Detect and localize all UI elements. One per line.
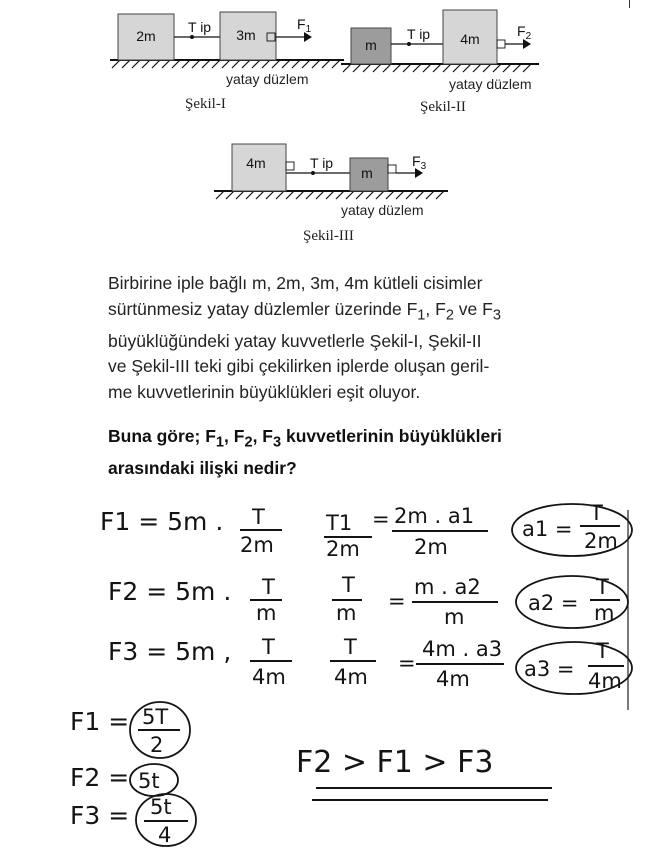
hw-fraction-num: 5T — [142, 705, 169, 729]
block-3m-label: 3m — [236, 27, 256, 43]
figure-2-caption: Şekil-II — [420, 99, 466, 115]
ground-hatching — [112, 60, 340, 68]
problem-line: sürtünmesiz yatay düzlemler üzerinde $F_1$, $F_2$ ve $F_3$ — [108, 298, 501, 323]
handwritten-solution — [0, 490, 658, 859]
plane-label: yatay düzlem — [226, 71, 309, 87]
margin-tick — [629, 0, 630, 8]
figure-1-caption: Şekil-I — [185, 96, 226, 112]
hw-equals-sign: = — [388, 589, 406, 613]
force-label: $F_3$ — [412, 153, 427, 172]
question-line: Buna göre; $F_1$, $F_2$, $F_3$ kuvvetlerinin büyüklükleri — [108, 426, 502, 451]
hw-f2-expression: F2 = 5m . — [108, 577, 232, 606]
hw-fraction-den: 4m — [436, 667, 470, 691]
right-angle-marker — [497, 40, 505, 48]
block-4m-label: 4m — [460, 31, 480, 47]
hw-fraction-den: 4m — [588, 669, 622, 693]
hw-final-answer: F2 > F1 > F3 — [296, 745, 494, 780]
hw-a2: a2 = — [528, 591, 579, 615]
rope-label: T ip — [188, 19, 212, 35]
hw-fraction-den: 2m — [584, 529, 618, 553]
hw-f1-expression: F1 = 5m . — [100, 507, 224, 536]
rope-dot — [311, 171, 315, 175]
rope-label: T ip — [407, 26, 431, 42]
rope-dot — [407, 42, 411, 46]
hw-fraction-num: 5t — [150, 795, 172, 819]
hw-fraction-den: m — [336, 601, 357, 625]
hw-equals-sign: = — [372, 507, 390, 531]
hw-fraction-den: 4m — [252, 665, 286, 689]
rope-label: T ip — [310, 155, 334, 171]
hw-f2-result: F2 = — [70, 763, 130, 792]
hw-fraction-num: T — [596, 639, 609, 663]
problem-line: ve Şekil-III teki gibi çekilirken iplerde oluşan geril- — [108, 356, 490, 376]
hw-f3-result: F3 = — [70, 801, 130, 830]
figure-3-caption: Şekil-III — [303, 228, 354, 244]
hw-fraction-num: m . a2 — [414, 575, 481, 599]
problem-line: me kuvvetlerinin büyüklükleri eşit oluyor. — [108, 381, 421, 402]
hw-t1: T1 — [326, 511, 353, 535]
figure-2-diagram — [339, 8, 549, 78]
block-m-label: m — [361, 165, 373, 181]
problem-line: büyüklüğündeki yatay kuvvetlerle Şekil-I, Şekil-II — [108, 330, 482, 351]
hw-f3-expression: F3 = 5m , — [108, 637, 232, 666]
block-4m-label: 4m — [246, 155, 266, 171]
rope-dot — [190, 35, 194, 39]
hw-fraction-den: 2m — [240, 533, 274, 557]
hw-fraction-den: m — [256, 601, 277, 625]
problem-line: Birbirine iple bağlı m, 2m, 3m, 4m kütleli cisimler — [108, 273, 483, 293]
hw-fraction-den: m — [594, 601, 615, 625]
hw-fraction-num: T — [252, 505, 265, 529]
hw-a1: a1 = — [522, 517, 573, 541]
hw-fraction-den: 4m — [334, 665, 368, 689]
hw-equals-sign: = — [398, 651, 416, 675]
plane-label: yatay düzlem — [341, 202, 424, 218]
hw-fraction-num: T — [596, 575, 609, 599]
plane-label: yatay düzlem — [449, 76, 532, 92]
hw-fraction-den: 2 — [150, 733, 164, 757]
block-m-label: m — [365, 37, 377, 53]
right-angle-marker — [286, 162, 294, 170]
hw-fraction-num: 4m . a3 — [422, 637, 503, 661]
hw-fraction-num: T — [344, 635, 357, 659]
hw-result2-value: 5t — [138, 769, 160, 793]
hw-fraction-den: 2m — [414, 535, 448, 559]
hw-fraction-num: 2m . a1 — [394, 504, 475, 528]
hw-f1-result: F1 = — [70, 707, 130, 736]
hw-fraction-num: T — [262, 635, 275, 659]
question — [108, 424, 544, 481]
right-angle-marker — [388, 165, 396, 173]
force-label: $F_2$ — [517, 23, 532, 42]
ground-hatching — [216, 191, 444, 199]
block-2m-label: 2m — [136, 28, 156, 44]
ground-hatching — [343, 64, 531, 72]
hw-fraction-den: 2m — [326, 537, 360, 561]
hw-a3: a3 = — [524, 657, 575, 681]
hw-fraction-num: T — [590, 501, 603, 525]
hw-fraction-num: T — [262, 575, 275, 599]
hw-fraction-den: m — [444, 605, 465, 629]
problem-statement — [108, 271, 544, 405]
force-label: $F_1$ — [297, 16, 312, 35]
hw-fraction-den: 4 — [158, 823, 172, 847]
figure-3-diagram — [212, 140, 452, 206]
question-line: arasındaki ilişki nedir? — [108, 457, 297, 478]
hw-fraction-num: T — [342, 573, 355, 597]
figure-1-diagram — [108, 10, 348, 76]
